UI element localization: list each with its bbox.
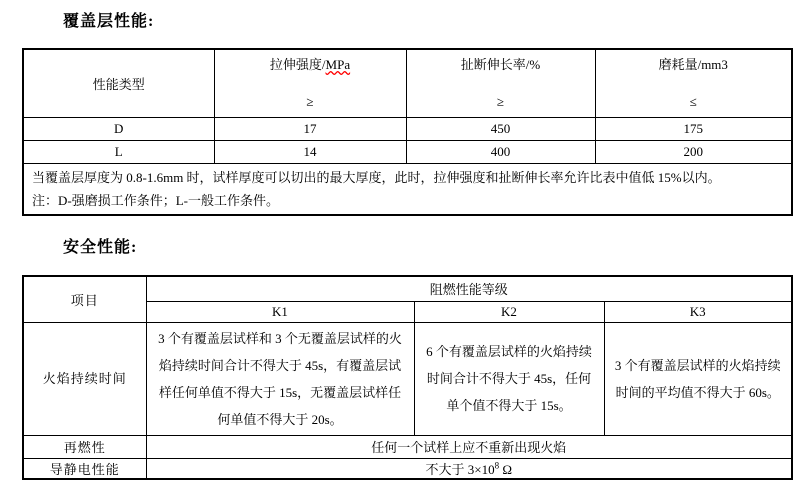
- value-cell: 400: [406, 140, 595, 163]
- tensile-strength-label: [219, 56, 402, 74]
- spellcheck-underlined-text: MPa: [325, 57, 351, 73]
- group-header-row: [23, 276, 792, 301]
- header-cell-elongation: [406, 49, 595, 117]
- flame-duration-row: [23, 322, 792, 435]
- reburn-label: 再燃性: [23, 435, 146, 458]
- static-conductivity-row: [23, 458, 792, 479]
- safety-performance-table: [22, 275, 793, 480]
- row-type-cell: L: [23, 140, 214, 163]
- value-cell: 200: [595, 140, 792, 163]
- static-value-suffix: Ω: [499, 461, 512, 477]
- performance-type-label: 性能类型: [92, 76, 145, 92]
- reburn-row: [23, 435, 792, 458]
- flame-duration-label: 火焰持续时间: [23, 322, 146, 435]
- lte-symbol: ≤: [689, 94, 697, 110]
- note-line-2: 注：D-强磨损工作条件；L-一般工作条件。: [32, 192, 279, 208]
- note-cell: [23, 163, 792, 215]
- flame-duration-k2-cell: 6 个有覆盖层试样的火焰持续时间合计不得大于 45s，任何单个值不得大于 15s。: [414, 322, 604, 435]
- row-type-cell: D: [23, 117, 214, 140]
- table-note-row: [23, 163, 792, 215]
- table-row: [23, 140, 792, 163]
- value-cell: 175: [595, 117, 792, 140]
- static-value-exponent: 8: [494, 460, 500, 471]
- value-cell: 14: [214, 140, 406, 163]
- grade-k2-header: K2: [414, 301, 604, 322]
- header-cell-tensile-strength: [214, 49, 406, 117]
- item-header-cell: 项目: [23, 276, 146, 322]
- header-cell-performance-type: [23, 49, 214, 117]
- flame-duration-k1-cell: 3 个有覆盖层试样和 3 个无覆盖层试样的火焰持续时间合计不得大于 45s，有覆盖层试样任何单值不得大于 15s，无覆盖层试样任何单值不得大于 20s。: [146, 322, 414, 435]
- table-row: [23, 117, 792, 140]
- tensile-strength-header: [219, 53, 402, 113]
- gte-symbol: ≥: [496, 94, 505, 110]
- abrasion-header: [600, 53, 788, 113]
- grade-k1-header: K1: [146, 301, 414, 322]
- tensile-strength-label-text: 拉伸强度/: [269, 57, 326, 73]
- value-cell: 450: [406, 117, 595, 140]
- table-header-row: [23, 49, 792, 117]
- flame-grade-group-header: 阻燃性能等级: [146, 276, 792, 301]
- grade-k3-header: K3: [604, 301, 792, 322]
- header-cell-abrasion: [595, 49, 792, 117]
- flame-duration-k3-cell: 3 个有覆盖层试样的火焰持续时间的平均值不得大于 60s。: [604, 322, 792, 435]
- gte-symbol: ≥: [306, 94, 314, 110]
- static-value-prefix: 不大于 3×10: [425, 461, 495, 477]
- note-line-1: 当覆盖层厚度为 0.8-1.6mm 时，试样厚度可以切出的最大厚度，此时，拉伸强度和扯断伸长率允许比表中值低 15%以内。: [32, 169, 721, 185]
- static-conductivity-label: 导静电性能: [23, 458, 146, 479]
- elongation-header: [411, 53, 591, 113]
- abrasion-label: 磨耗量/mm3: [658, 57, 728, 73]
- static-conductivity-value-cell: [146, 458, 792, 479]
- coating-performance-table: [22, 48, 793, 216]
- elongation-label: 扯断伸长率/%: [460, 57, 541, 73]
- value-cell: 17: [214, 117, 406, 140]
- reburn-value-cell: 任何一个试样上应不重新出现火焰: [146, 435, 792, 458]
- section-title-safety-performance: 安全性能:: [63, 239, 138, 256]
- section-title-coating-performance: 覆盖层性能:: [63, 13, 155, 30]
